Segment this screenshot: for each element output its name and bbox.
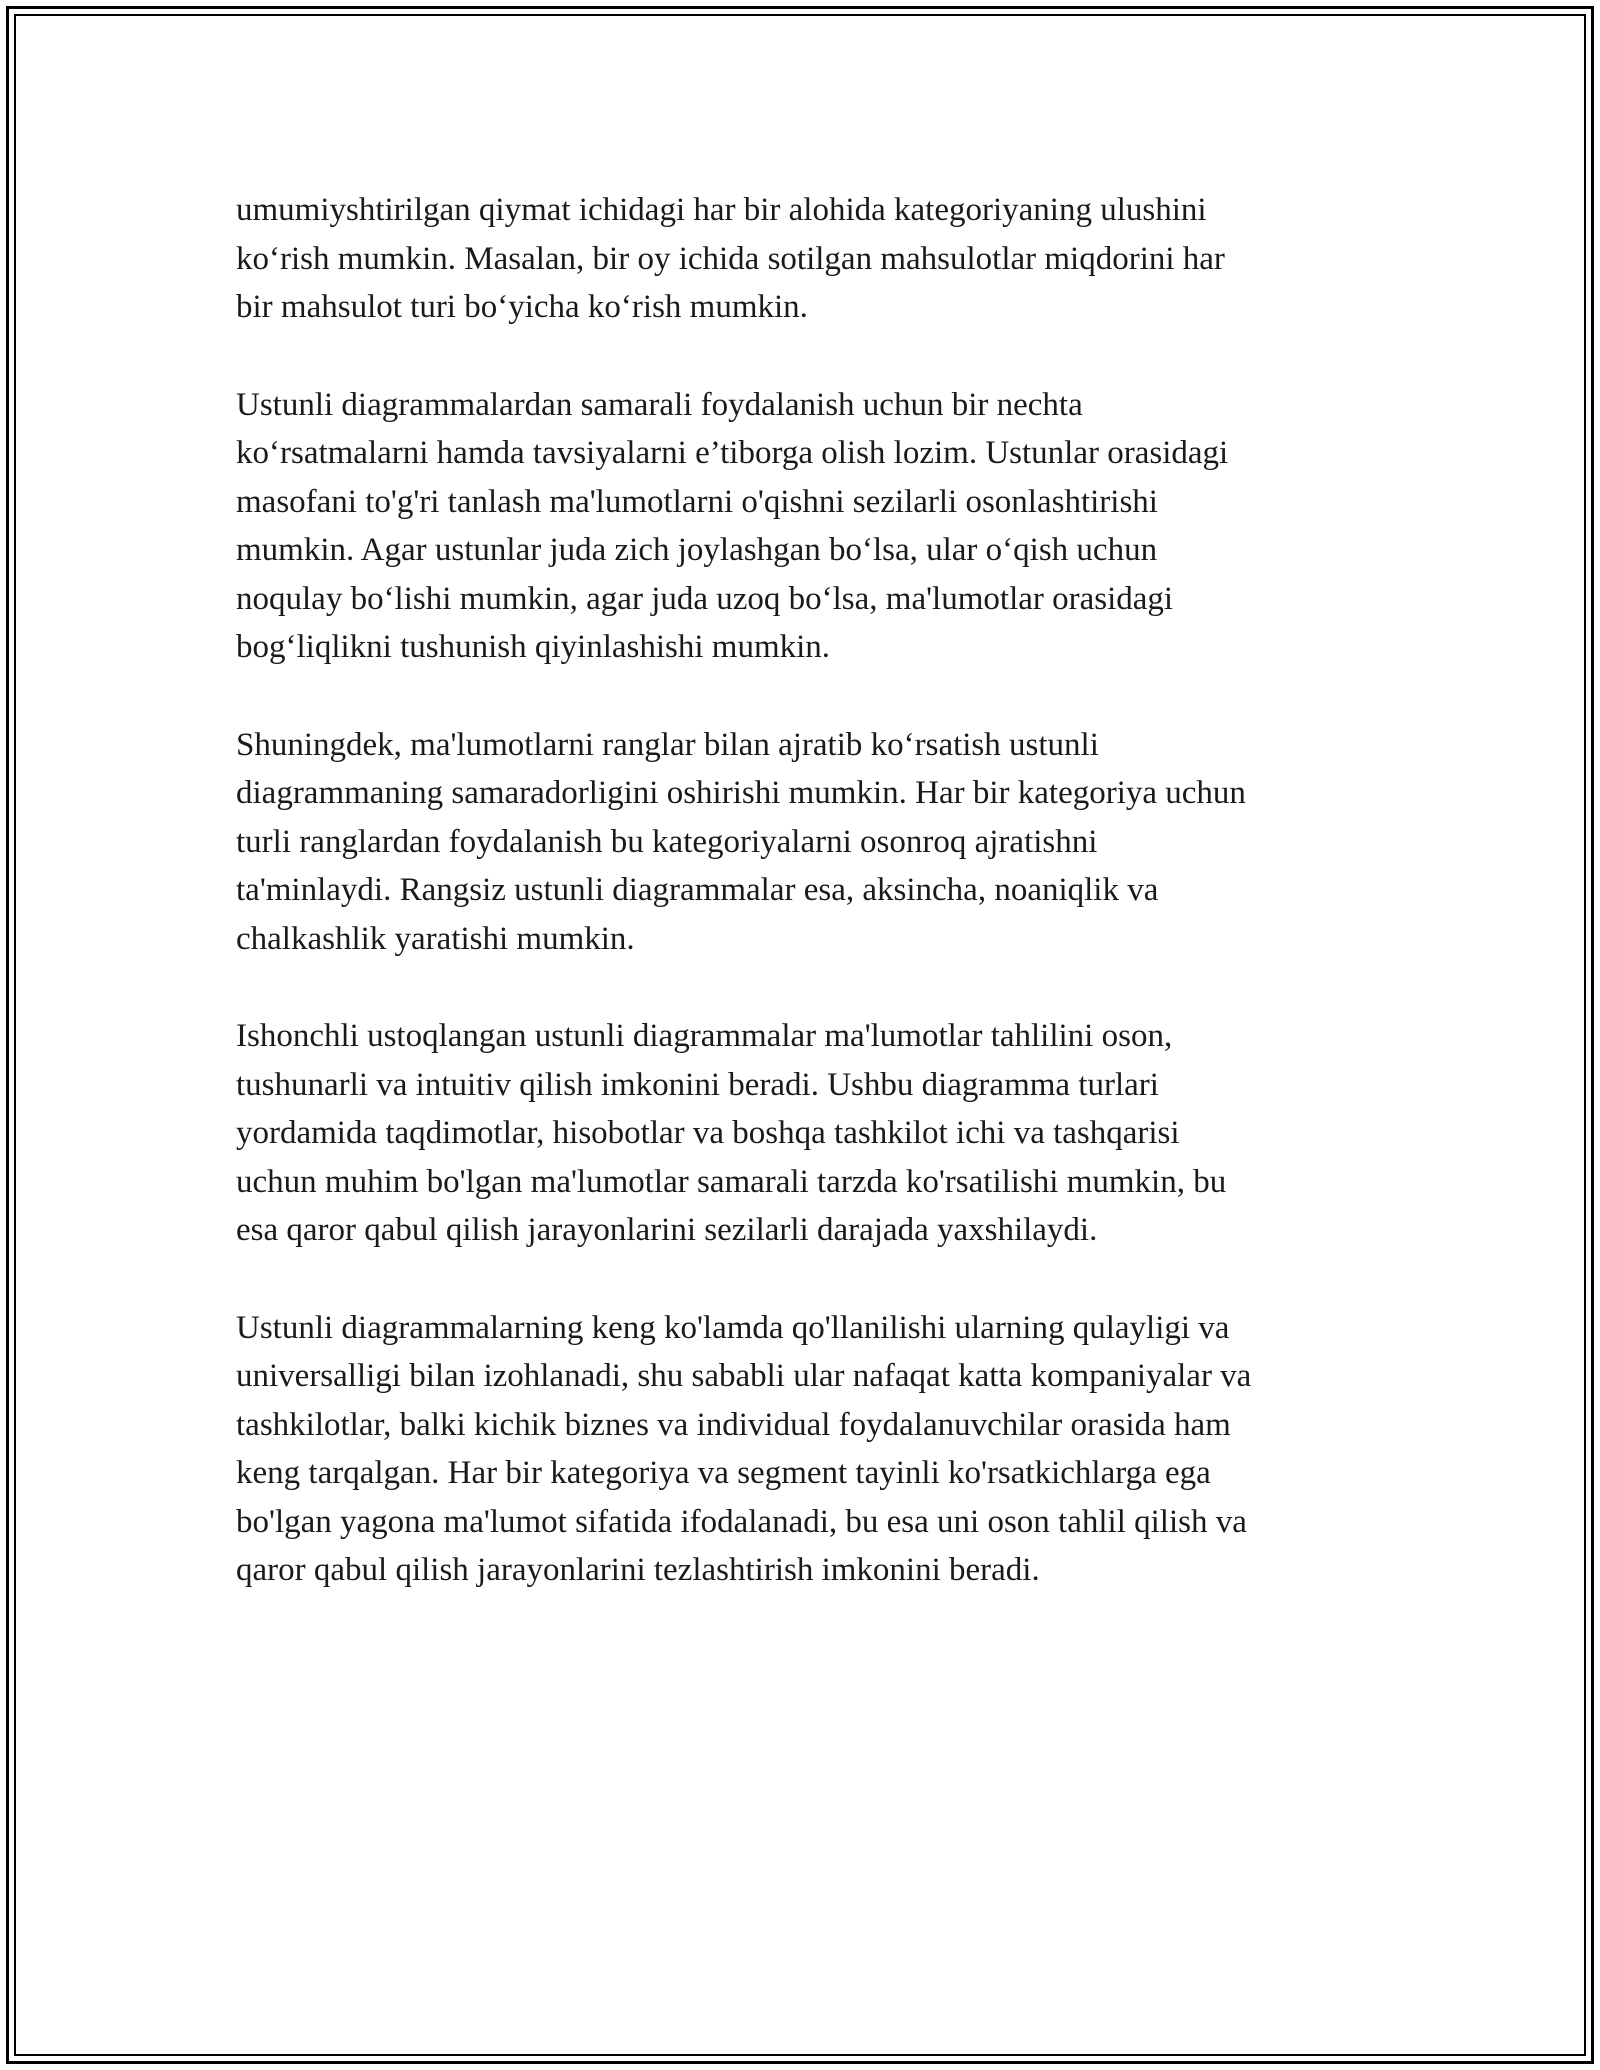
paragraph-2: [236, 381, 1376, 672]
paragraph-4: [236, 1012, 1376, 1255]
text-line: diagrammaning samaradorligini oshirishi mumkin. Har bir kategoriya uchun: [236, 775, 1246, 811]
text-line: keng tarqalgan. Har bir kategoriya va segment tayinli ko'rsatkichlarga ega: [236, 1455, 1211, 1491]
paragraph-5: [236, 1304, 1376, 1595]
text-line: bo'lgan yagona ma'lumot sifatida ifodalanadi, bu esa uni oson tahlil qilish va: [236, 1503, 1247, 1540]
text-line: noqulay bo‘lishi mumkin, agar juda uzoq bo‘lsa, ma'lumotlar orasidagi: [236, 580, 1174, 617]
text-line: qaror qabul qilish jarayonlarini tezlashtirish imkonini beradi.: [236, 1552, 1040, 1588]
text-line: umumiyshtirilgan qiymat ichidagi har bir alohida kategoriyaning ulushini: [236, 192, 1207, 228]
text-line: masofani to'g'ri tanlash ma'lumotlarni o'qishni sezilarli osonlashtirishi: [236, 483, 1158, 520]
text-line: Ishonchli ustoqlangan ustunli diagrammalar ma'lumotlar tahlilini oson,: [236, 1018, 1173, 1054]
text-line: bir mahsulot turi bo‘yicha ko‘rish mumkin.: [236, 289, 808, 325]
text-line: Ustunli diagrammalarning keng ko'lamda qo'llanilishi ularning qulayligi va: [236, 1309, 1230, 1346]
text-line: esa qaror qabul qilish jarayonlarini sezilarli darajada yaxshilaydi.: [236, 1212, 1098, 1248]
text-line: Shuningdek, ma'lumotlarni ranglar bilan ajratib ko‘rsatish ustunli: [236, 726, 1099, 763]
text-line: Ustunli diagrammalardan samarali foydalanish uchun bir nechta: [236, 386, 1083, 423]
text-line: chalkashlik yaratishi mumkin.: [236, 920, 635, 957]
text-line: bog‘liqlikni tushunish qiyinlashishi mumkin.: [236, 629, 831, 665]
text-line: ta'minlaydi. Rangsiz ustunli diagrammalar esa, aksincha, noaniqlik va: [236, 872, 1159, 908]
text-line: yordamida taqdimotlar, hisobotlar va boshqa tashkilot ichi va tashqarisi: [236, 1115, 1180, 1151]
paragraph-1: [236, 186, 1376, 332]
text-line: uchun muhim bo'lgan ma'lumotlar samarali tarzda ko'rsatilishi mumkin, bu: [236, 1163, 1227, 1200]
text-line: turli ranglardan foydalanish bu kategoriyalarni osonroq ajratishni: [236, 823, 1098, 860]
paragraph-3: [236, 721, 1376, 964]
text-line: ko‘rsatmalarni hamda tavsiyalarni e’tiborga olish lozim. Ustunlar orasidagi: [236, 435, 1229, 471]
text-line: tashkilotlar, balki kichik biznes va individual foydalanuvchilar orasida ham: [236, 1406, 1231, 1443]
text-line: ko‘rish mumkin. Masalan, bir oy ichida sotilgan mahsulotlar miqdorini har: [236, 240, 1225, 277]
document-body: [236, 186, 1376, 1644]
text-line: mumkin. Agar ustunlar juda zich joylashgan bo‘lsa, ular o‘qish uchun: [236, 532, 1158, 568]
text-line: universalligi bilan izohlanadi, shu sababli ular nafaqat katta kompaniyalar va: [236, 1358, 1252, 1394]
text-line: tushunarli va intuitiv qilish imkonini beradi. Ushbu diagramma turlari: [236, 1066, 1159, 1103]
